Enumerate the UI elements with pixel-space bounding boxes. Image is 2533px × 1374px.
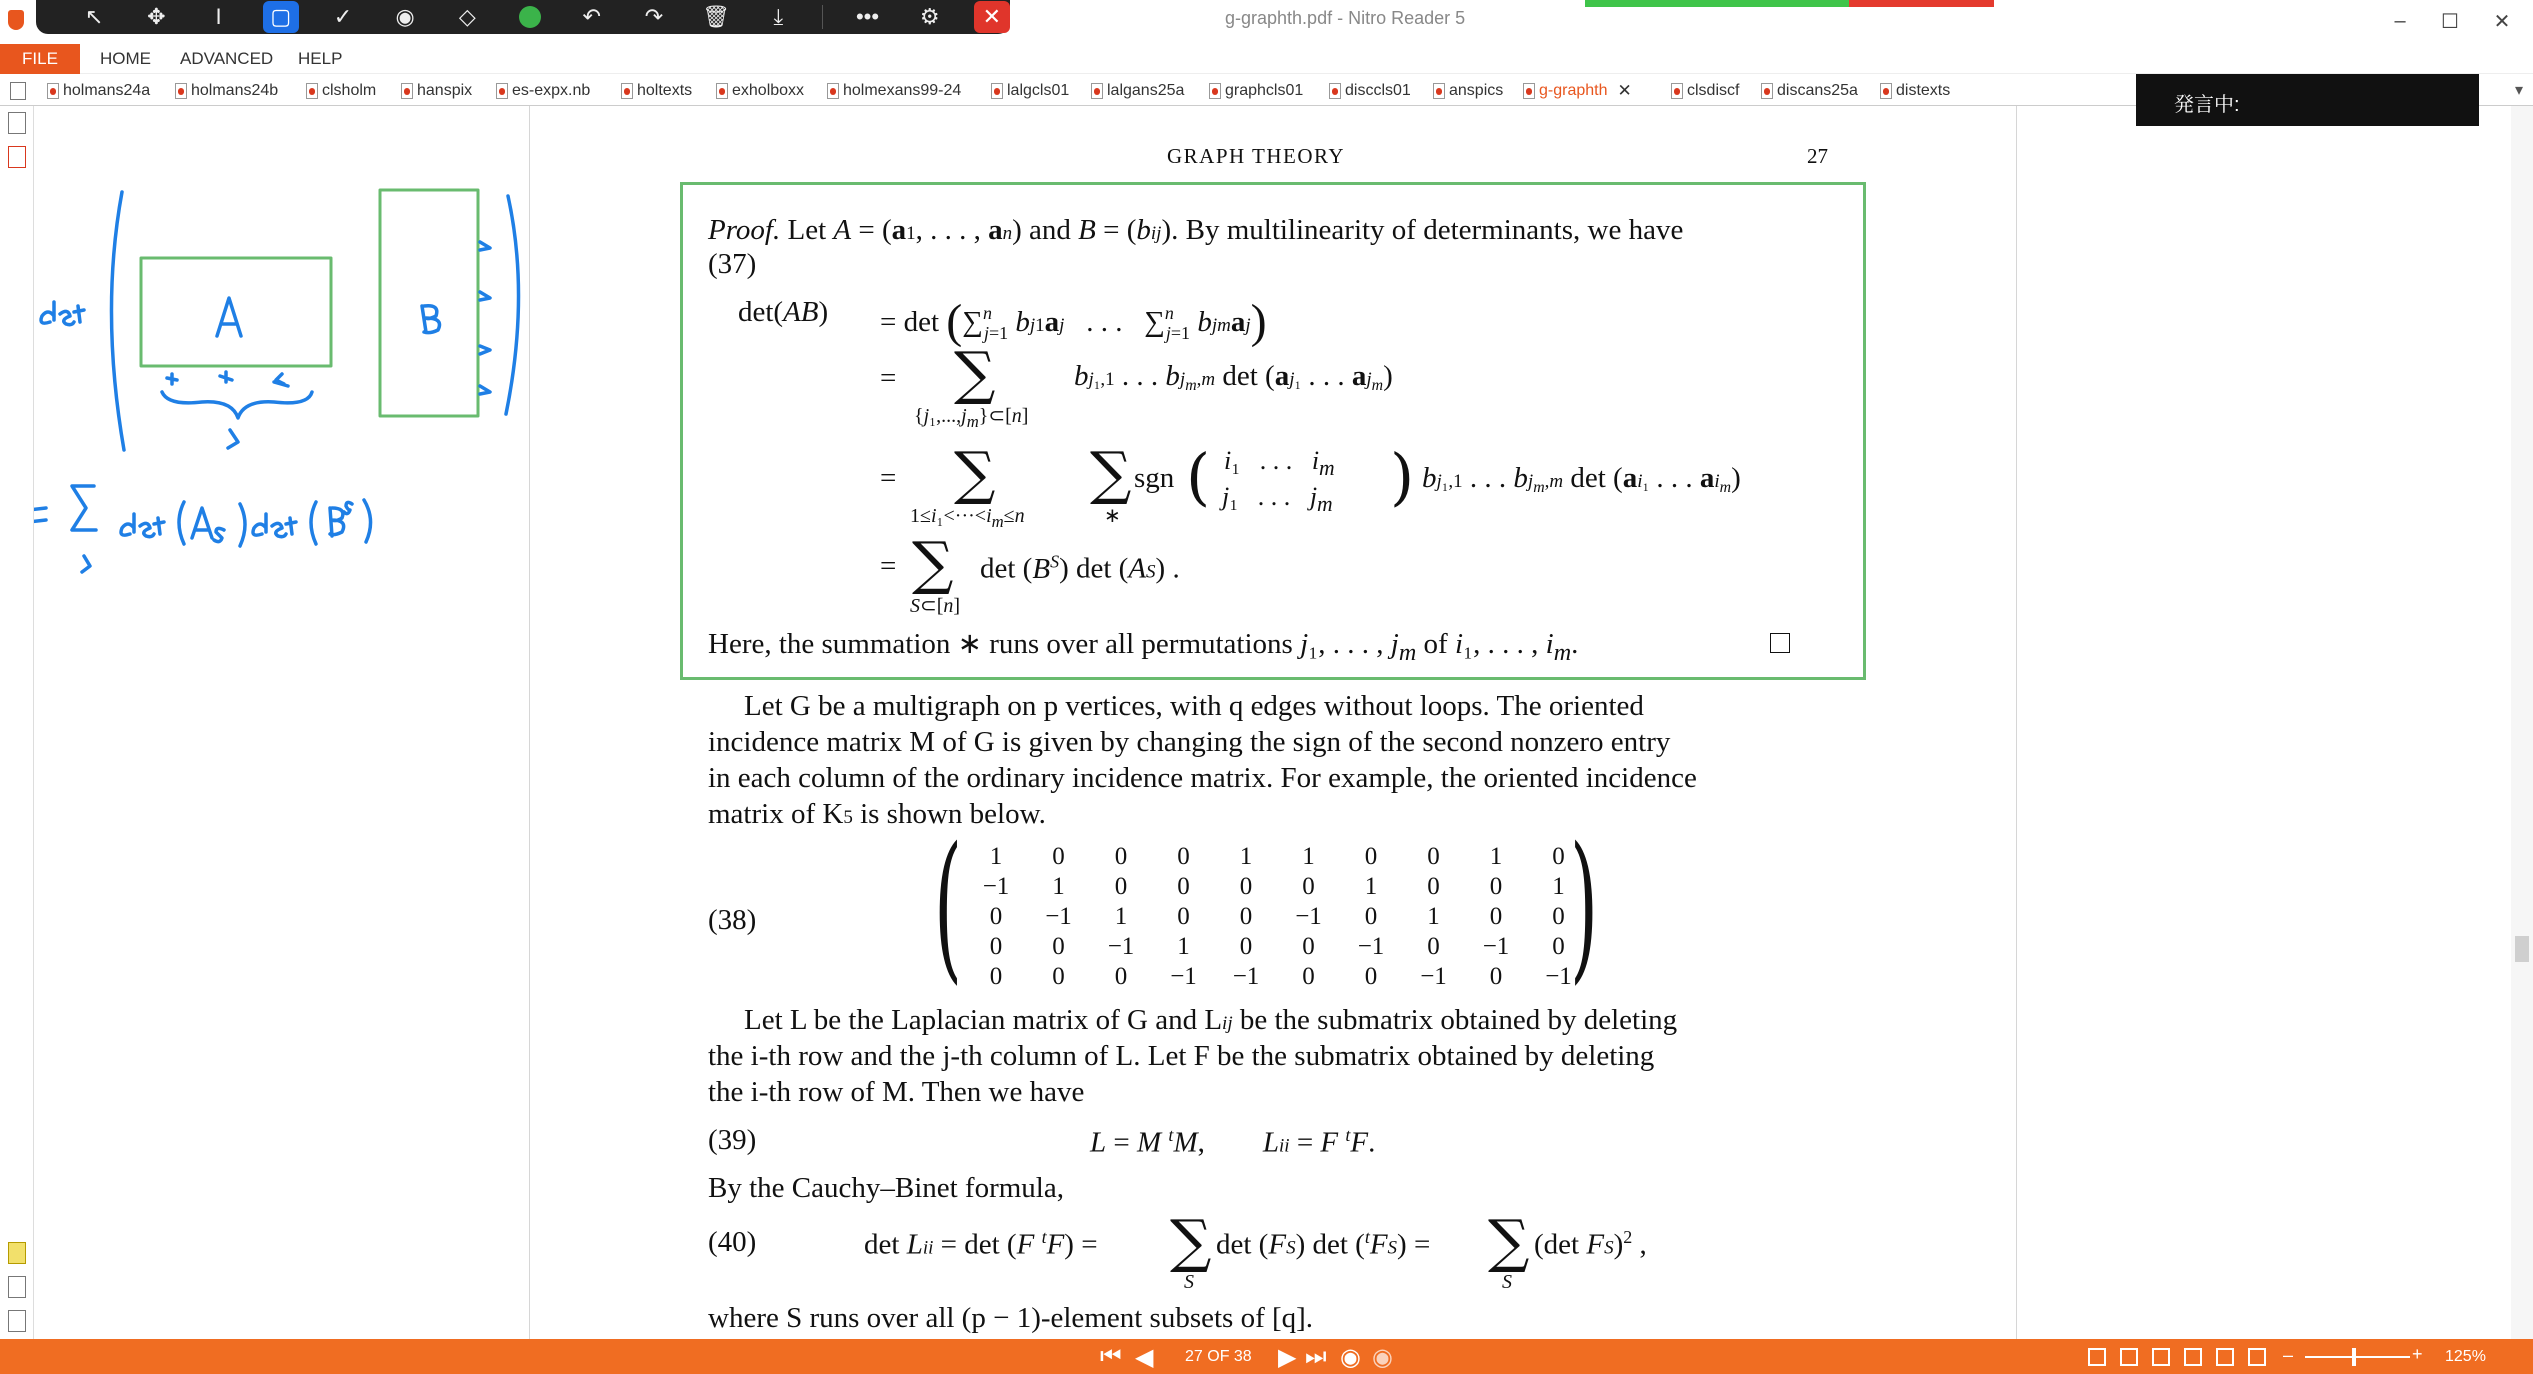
tab-lalgans25a[interactable]: lalgans25a — [1091, 80, 1184, 102]
vertical-scrollbar[interactable] — [2511, 106, 2533, 1339]
facing-view-icon[interactable] — [2152, 1348, 2170, 1366]
sum-symbol: ∑ — [954, 439, 996, 507]
rectangle-tool-icon[interactable]: ▢ — [263, 1, 299, 33]
last-page-icon[interactable]: ⏭ — [1305, 1343, 1327, 1370]
matrix-cell: 0 — [1489, 873, 1503, 900]
matrix-right-paren: ) — [1570, 812, 1599, 999]
scrollbar-thumb[interactable] — [2515, 936, 2529, 962]
matrix-cell: 0 — [1302, 933, 1315, 960]
tab-disccls01[interactable]: disccls01 — [1329, 80, 1411, 102]
running-header: GRAPH THEORY — [1167, 144, 1346, 168]
zoom-level[interactable]: 125% — [2445, 1348, 2486, 1365]
pdf-icon — [1523, 83, 1535, 99]
sum-symbol: ∑ — [1090, 439, 1132, 507]
settings-icon[interactable]: ⚙ — [919, 4, 940, 29]
tab-holmans24b[interactable]: holmans24b — [175, 80, 278, 102]
para1-line-3: in each column of the ordinary incidence matrix. For example, the oriented incidence — [708, 762, 1697, 794]
matrix-left-paren: ( — [934, 812, 963, 999]
eq37-line-4: $\det (B^S)$ det (AS) . — [980, 551, 1180, 585]
side-panel — [0, 106, 34, 1339]
matrix-cell: −1 — [1482, 933, 1510, 960]
app-logo-icon — [8, 10, 24, 30]
matrix-cell: 0 — [989, 933, 1003, 960]
tab-graphcls01[interactable]: graphcls01 — [1209, 80, 1303, 102]
sum-symbol: ∑ — [912, 529, 954, 597]
layers-icon[interactable] — [8, 1310, 26, 1332]
matrix-cell: 1 — [1427, 903, 1440, 930]
matrix-cell: −1 — [1420, 963, 1447, 990]
previous-page-icon[interactable]: ◀ — [1135, 1344, 1154, 1371]
matrix-cell: −1 — [1545, 963, 1572, 990]
para2-line-1: Let L be the Laplacian matrix of G and Lij be the submatrix obtained by deleting — [744, 1004, 1678, 1036]
page-number: 27 — [1807, 144, 1828, 168]
matrix-cell: −1 — [982, 873, 1010, 900]
comments-icon[interactable] — [8, 1242, 26, 1264]
tab-close-icon[interactable]: ✕ — [1617, 81, 1632, 100]
eq40-part-3: (det FS)$^2$ , — [1534, 1227, 1647, 1261]
pdf-icon — [991, 83, 1003, 99]
matrix-cell: 0 — [1364, 903, 1378, 930]
continuous-view-icon[interactable] — [2120, 1348, 2138, 1366]
eq40-sub-2: S — [1502, 1271, 1512, 1293]
sum-symbol: ∑ — [1170, 1207, 1212, 1275]
tab-discans25a[interactable]: discans25a — [1761, 80, 1858, 102]
pdf-icon — [47, 83, 59, 99]
status-bar — [0, 1339, 2533, 1374]
matrix-cell: −1 — [1295, 903, 1322, 930]
undo-icon[interactable]: ↶ — [582, 4, 601, 29]
matrix-cell: −1 — [1045, 903, 1072, 930]
matrix-cell: 1 — [1552, 873, 1565, 900]
eq37-line-2: bj₁,1 . . . $bj_m,m$ det (aj₁ . . . $aj_m$) — [1074, 360, 1393, 394]
single-page-view-icon[interactable] — [2088, 1348, 2106, 1366]
pdf-page[interactable] — [530, 106, 2016, 1339]
tab-holtexts[interactable]: holtexts — [621, 80, 692, 102]
right-margin — [2016, 106, 2533, 1339]
matrix-cell: 0 — [1114, 963, 1128, 990]
pdf-icon — [496, 83, 508, 99]
matrix-cell: 0 — [1177, 843, 1190, 870]
eq39-body: L = M $^t$M, Lii = F $^t$F. — [1090, 1125, 1376, 1159]
sgn-label: sgn — [1134, 462, 1175, 494]
para1-line-1: Let G be a multigraph on p vertices, with q edges without loops. The oriented — [744, 690, 1644, 722]
matrix-cell: 0 — [1427, 933, 1440, 960]
tab-g-graphth[interactable]: g-graphth ✕ — [1523, 80, 1632, 102]
checkmark-icon[interactable]: ✓ — [333, 4, 353, 29]
zoom-in-icon[interactable]: + — [2412, 1344, 2423, 1364]
para1-line-2: incidence matrix M of G is given by changing the sign of the second nonzero entry — [708, 726, 1671, 758]
matrix-cell: 0 — [1427, 873, 1440, 900]
close-toolbar-icon[interactable]: ✕ — [974, 1, 1010, 33]
matrix-cell: 0 — [1489, 903, 1503, 930]
eq37-sub-3a: $1\le i_1<\cdot\cdot\cdot<i_m\le n$ — [910, 505, 1025, 531]
close-window-button[interactable]: ✕ — [2493, 10, 2511, 33]
matrix-cell: −1 — [1357, 933, 1385, 960]
right-paren: ) — [1390, 440, 1415, 513]
tab-hanspix[interactable]: hanspix — [401, 80, 472, 102]
matrix-cell: 1 — [989, 843, 1003, 870]
sum-symbol: ∑ — [954, 339, 996, 407]
pages-icon[interactable] — [8, 1276, 26, 1298]
attachments-icon[interactable] — [8, 112, 26, 134]
matrix-cell: 0 — [1552, 933, 1565, 960]
pdf-icon — [1329, 83, 1341, 99]
matrix-cell: 1 — [1052, 873, 1065, 900]
ribbon-home-tab[interactable]: HOME — [100, 49, 151, 68]
para2-line-3: the i-th row of M. Then we have — [708, 1076, 1085, 1108]
select-arrow-icon[interactable]: ↖ — [84, 4, 104, 29]
eraser-icon[interactable]: ◇ — [458, 4, 476, 29]
matrix-cell: 0 — [1114, 843, 1128, 870]
eq40-part-1: det Lii = det (F $^t$F) = — [864, 1227, 1098, 1261]
eq37-line-3: bj₁,1 . . . $bj_m,m$ det (ai₁ . . . $ai_m$) — [1422, 462, 1741, 496]
matrix-cell: 0 — [1364, 843, 1378, 870]
matrix-cell: 1 — [1114, 903, 1128, 930]
matrix-cell: 0 — [989, 903, 1003, 930]
proof-line-1: Proof. Let A = (a1, . . . , an) and B = (bij). By multilinearity of determinants, we have — [708, 214, 1684, 246]
matrix-cell: 0 — [1239, 903, 1253, 930]
forward-view-icon[interactable]: ◉ — [1372, 1344, 1393, 1371]
pdf-icon — [1880, 83, 1892, 99]
tab-clsholm[interactable]: clsholm — [306, 80, 376, 102]
minimize-button[interactable]: – — [2394, 9, 2406, 32]
color-picker-icon[interactable] — [511, 1, 547, 33]
tab-anspics[interactable]: anspics — [1433, 80, 1503, 102]
matrix-cell: 0 — [1052, 933, 1065, 960]
pdf-icon — [827, 83, 839, 99]
tab-clsdiscf[interactable]: clsdiscf — [1671, 80, 1739, 102]
left-paren: ( — [1186, 440, 1211, 513]
eq37-lhs: det(AB) — [738, 296, 829, 328]
eq37-sub-3b: ∗ — [1104, 505, 1121, 527]
zoom-slider-knob[interactable] — [2352, 1348, 2356, 1366]
matrix-cell: 0 — [1052, 843, 1065, 870]
matrix-cell: 1 — [1239, 843, 1253, 870]
back-view-icon[interactable]: ◉ — [1340, 1344, 1361, 1371]
text-cursor-icon[interactable]: I — [215, 4, 222, 29]
pdf-icon — [1433, 83, 1445, 99]
tab-exholboxx[interactable]: exholboxx — [716, 80, 804, 102]
pdf-icon — [1761, 83, 1773, 99]
eq37-eq-3: = — [880, 462, 897, 494]
sum-symbol: ∑ — [1488, 1207, 1530, 1275]
pdf-icon — [1091, 83, 1103, 99]
eq37-eq-2: = — [880, 362, 897, 394]
tab-lalgcls01[interactable]: lalgcls01 — [991, 80, 1069, 102]
left-margin-annotations[interactable] — [34, 106, 530, 1339]
eq37-label: (37) — [708, 248, 757, 280]
matrix-cell: 0 — [1364, 963, 1378, 990]
matrix-cell: 1 — [1364, 873, 1378, 900]
toolbar-separator — [822, 5, 823, 29]
window-title: g-graphth.pdf - Nitro Reader 5 — [1225, 8, 1466, 28]
annotation-toolbar — [36, 0, 1010, 34]
pdf-icon — [1209, 83, 1221, 99]
matrix-cell: 0 — [1239, 933, 1253, 960]
eq37-sub-4: S⊂[n] — [910, 595, 961, 617]
cauchy-line: By the Cauchy–Binet formula, — [708, 1172, 1064, 1204]
zoom-out-icon[interactable]: – — [2283, 1345, 2294, 1365]
tab-holmexans[interactable]: holmexans99-24 — [827, 80, 961, 102]
tab-es-expx[interactable]: es-expx.nb — [496, 80, 590, 102]
matrix-cell: 1 — [1489, 843, 1503, 870]
matrix-cell: 0 — [1552, 843, 1565, 870]
ribbon — [0, 44, 2533, 74]
pdf-icon — [621, 83, 633, 99]
matrix-cell: 1 — [1177, 933, 1190, 960]
next-page-icon[interactable]: ▶ — [1278, 1344, 1297, 1371]
eq38-label: (38) — [708, 904, 757, 936]
matrix-cell: −1 — [1232, 963, 1260, 990]
here-line: Here, the summation ∗ runs over all permutations j₁, . . . , $j_m$ of i₁, . . . , $i_m$. — [708, 628, 1579, 666]
eq37-eq-4: = — [880, 550, 897, 582]
first-page-icon[interactable]: ⏮ — [1100, 1343, 1122, 1370]
eq40-part-2: det (FS) det ($^t$FS) = — [1216, 1227, 1431, 1261]
matrix-cell: 1 — [1302, 843, 1315, 870]
progress-green — [1585, 0, 1849, 7]
qed-square-icon — [1770, 633, 1790, 653]
matrix-cell: 0 — [1302, 963, 1315, 990]
bookmarks-icon[interactable] — [8, 146, 26, 168]
redo-icon[interactable]: ↷ — [644, 4, 664, 29]
perm-bottom: j₁ . . . $j_m$ — [1222, 482, 1333, 517]
matrix-cell: 0 — [989, 963, 1003, 990]
fit-width-icon[interactable] — [2216, 1348, 2234, 1366]
pdf-icon — [716, 83, 728, 99]
fit-page-icon[interactable] — [2248, 1348, 2266, 1366]
pdf-icon — [306, 83, 318, 99]
download-icon[interactable]: ⤓ — [773, 4, 784, 29]
proof-annotation-box[interactable] — [680, 182, 1866, 680]
ribbon-help-tab[interactable]: HELP — [298, 49, 343, 68]
matrix-cell: 0 — [1552, 903, 1565, 930]
tab-holmans24a[interactable]: holmans24a — [47, 80, 150, 102]
matrix-cell: −1 — [1107, 933, 1135, 960]
page-indicator[interactable]: 27 OF 38 — [1185, 1348, 1252, 1365]
matrix-cell: 0 — [1302, 873, 1315, 900]
document-workspace — [34, 106, 2533, 1339]
last-line: where S runs over all (p − 1)-element subsets of [q]. — [708, 1302, 1314, 1334]
speaking-indicator: 発言中: — [2136, 74, 2479, 126]
para2-line-2: the i-th row and the j-th column of L. Let F be the submatrix obtained by deleting — [708, 1040, 1655, 1072]
matrix-cell: 0 — [1114, 873, 1128, 900]
tabs-overflow-chevron-icon[interactable]: ▾ — [2514, 82, 2523, 99]
ribbon-file-tab[interactable]: FILE — [0, 44, 80, 74]
eq37-line-1: = det (∑$^n_{j=1}$ bj1aj . . . ∑$^n_{j=1}$ bjmaj) — [880, 295, 1267, 348]
stamp-icon[interactable]: ◉ — [395, 4, 415, 29]
zoom-slider[interactable] — [2305, 1356, 2410, 1358]
handwriting-annotation — [34, 106, 530, 1339]
more-icon[interactable]: ••• — [855, 4, 880, 29]
matrix-cell: 0 — [1427, 843, 1440, 870]
trash-icon[interactable]: 🗑 — [702, 4, 731, 29]
maximize-button[interactable]: ☐ — [2441, 10, 2459, 33]
matrix-cell: −1 — [1170, 963, 1197, 990]
tab-distexts[interactable]: distexts — [1880, 80, 1950, 102]
progress-red — [1849, 0, 1994, 7]
pdf-icon — [1671, 83, 1683, 99]
matrix-cell: 0 — [1177, 873, 1190, 900]
ribbon-advanced-tab[interactable]: ADVANCED — [180, 49, 274, 68]
para1-line-4: matrix of K5 is shown below. — [708, 798, 1046, 830]
matrix-cell: 0 — [1489, 963, 1503, 990]
matrix-cell: 0 — [1177, 903, 1190, 930]
facing-continuous-view-icon[interactable] — [2184, 1348, 2202, 1366]
perm-top: i₁ . . . $i_m$ — [1224, 446, 1335, 481]
matrix-cell: 0 — [1239, 873, 1253, 900]
page-icon[interactable] — [10, 82, 26, 100]
eq40-label: (40) — [708, 1226, 757, 1258]
matrix-cell: 0 — [1052, 963, 1065, 990]
eq39-label: (39) — [708, 1124, 757, 1156]
eq40-sub-1: S — [1184, 1271, 1194, 1293]
pdf-icon — [401, 83, 413, 99]
pan-icon[interactable]: ✥ — [147, 4, 166, 29]
eq37-sub-2: $\{j_1,...,j_m\}\subset[n]$ — [914, 405, 1029, 431]
pdf-icon — [175, 83, 187, 99]
